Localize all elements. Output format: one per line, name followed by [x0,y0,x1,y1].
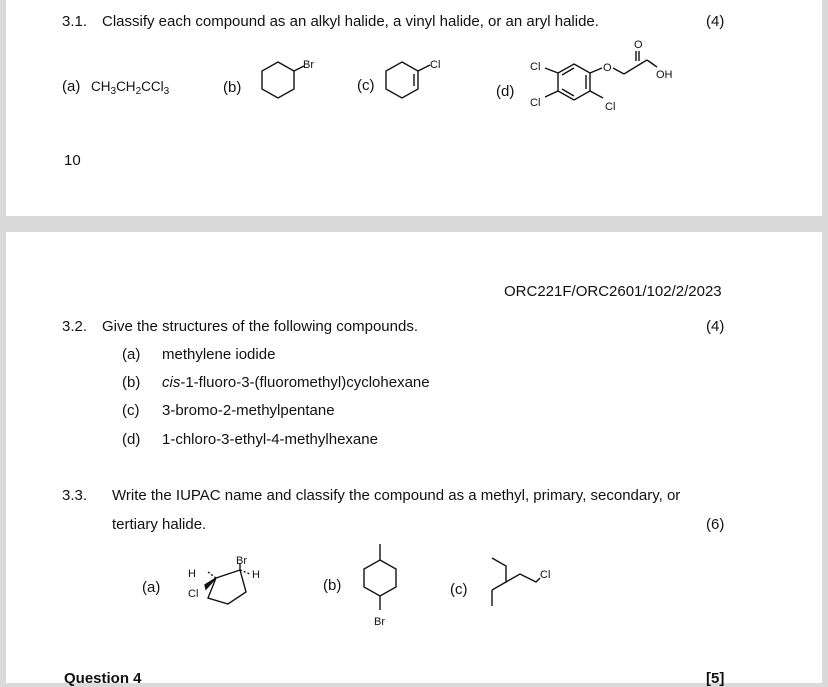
q31-a-label: (a) [62,78,81,95]
c-cl-atom: Cl [540,569,551,581]
q32-number: 3.2. [62,318,88,335]
q32-item-label: (b) [122,374,141,391]
q31-marks: (4) [706,13,725,30]
q31-question-text: Classify each compound as an alkyl halide, a vinyl halide, or an aryl halide. [102,13,599,30]
bromocyclohexane-structure [252,56,322,106]
course-code-header: ORC221F/ORC2601/102/2/2023 [504,283,722,300]
q31-a-formula: $CH_3CH_2CCl_3$ [91,79,170,97]
b-br-atom: Br [303,59,314,71]
q32-item-label: (d) [122,431,141,448]
q31-number: 3.1. [62,13,88,30]
q32-item-text: cis-1-fluoro-3-(fluoromethyl)cyclohexane [162,374,430,391]
a-h-left: H [188,568,196,580]
chloroalkane-structure [484,550,574,620]
q33-b-label: (b) [323,577,342,594]
cyclopentane-stereo-structure [178,552,278,612]
q31-d-label: (d) [496,83,515,100]
question-4-heading: Question 4 [64,670,142,687]
q32-item-label: (a) [122,346,141,363]
c-cl-atom: Cl [430,59,441,71]
chlorocyclohexene-structure [382,56,462,106]
methylbromocyclohexane-structure [356,536,416,636]
q31-c-label: (c) [357,77,375,94]
q31-b-label: (b) [223,79,242,96]
q33-a-label: (a) [142,579,161,596]
q33-question-text: Write the IUPAC name and classify the compound as a methyl, primary, secondary, or [112,487,681,504]
q33-c-label: (c) [450,581,468,598]
d-carbonyl-o-atom: O [634,39,643,51]
d-cl1-atom: Cl [530,61,541,73]
trichlorophenoxyacetic-acid-structure [521,36,711,116]
q33-number: 3.3. [62,487,88,504]
d-oh-group: OH [656,69,673,81]
exam-page-2 [6,232,822,687]
a-h-right: H [252,569,260,581]
page-number: 10 [64,152,81,169]
d-cl3-atom: Cl [605,101,616,113]
q32-item-text: 1-chloro-3-ethyl-4-methylhexane [162,431,378,448]
exam-page-1 [6,0,822,216]
b-br-atom: Br [374,616,385,628]
q32-item-text: 3-bromo-2-methylpentane [162,402,335,419]
q33-question-text-cont: tertiary halide. [112,516,207,533]
d-cl2-atom: Cl [530,97,541,109]
question-4-marks: [5] [706,670,725,687]
q32-marks: (4) [706,318,725,335]
a-br-atom: Br [236,555,247,567]
d-ether-o-atom: O [603,62,612,74]
q33-marks: (6) [706,516,725,533]
a-cl-atom: Cl [188,588,199,600]
q32-question-text: Give the structures of the following compounds. [102,318,418,335]
cis-prefix: cis [162,374,181,391]
q32-item-label: (c) [122,402,140,419]
q32-item-text: methylene iodide [162,346,276,363]
